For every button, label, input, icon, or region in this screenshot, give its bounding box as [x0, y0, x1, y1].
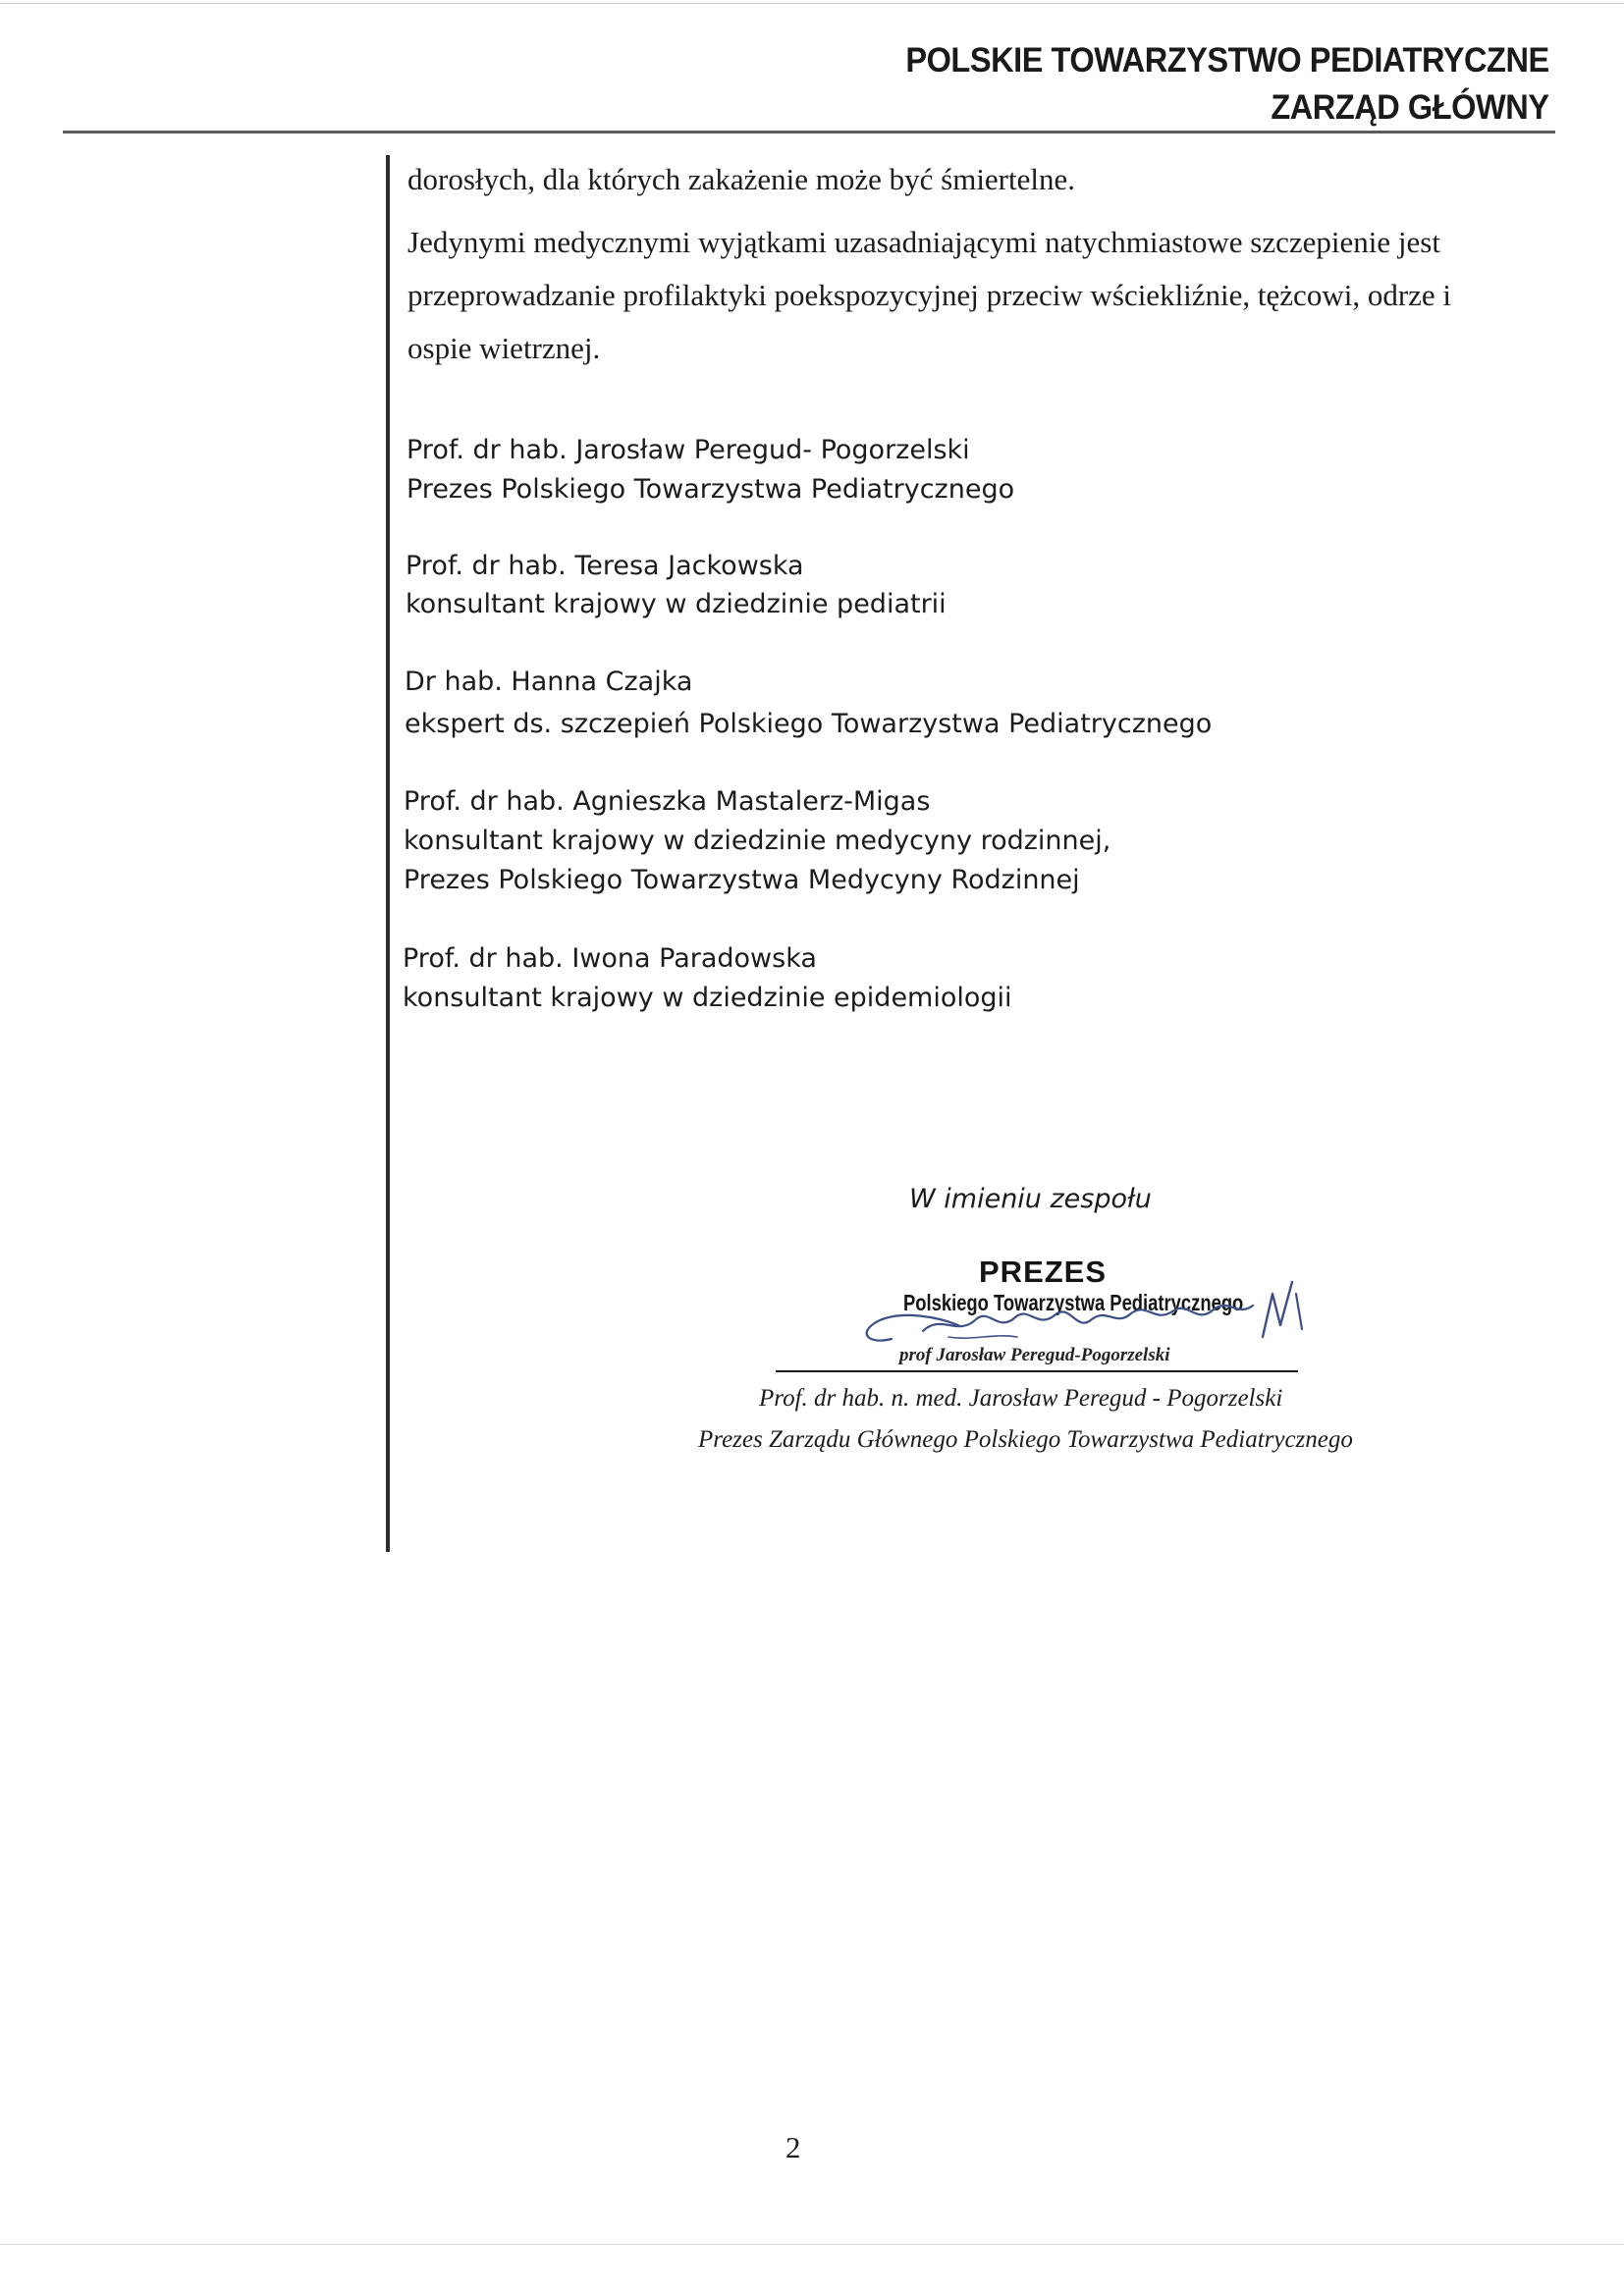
- body-line: dorosłych, dla których zakażenie może być śmiertelne.: [407, 162, 1076, 196]
- signatory-role: Prezes Polskiego Towarzystwa Pediatrycznego: [406, 474, 1015, 505]
- header-board-name: ZARZĄD GŁÓWNY: [1271, 88, 1549, 127]
- margin-rule: [386, 155, 390, 1552]
- signatory-role: konsultant krajowy w dziedzinie medycyny rodzinnej,: [404, 826, 1111, 856]
- signatory-name: Prof. dr hab. Jarosław Peregud- Pogorzelski: [406, 435, 970, 465]
- signatory-name: Prof. dr hab. Teresa Jackowska: [406, 551, 804, 581]
- signatory-name: Prof. dr hab. Agnieszka Mastalerz-Migas: [404, 786, 931, 817]
- header-rule: [63, 131, 1555, 133]
- header-organization-name: POLSKIE TOWARZYSTWO PEDIATRYCZNE: [905, 41, 1549, 80]
- signer-role: Prezes Zarządu Głównego Polskiego Towarzystwa Pediatrycznego: [698, 1426, 1353, 1453]
- signer-name: Prof. dr hab. n. med. Jarosław Peregud - Pogorzelski: [759, 1385, 1283, 1412]
- president-stamp: [776, 1255, 1326, 1392]
- signatory-role: ekspert ds. szczepień Polskiego Towarzystwa Pediatrycznego: [405, 709, 1213, 739]
- body-line: przeprowadzanie profilaktyki poekspozycyjnej przeciw wściekliźnie, tężcowi, odrze i: [407, 278, 1452, 312]
- page-bottom-edge: [0, 2244, 1624, 2245]
- stamp-name: prof Jarosław Peregud-Pogorzelski: [899, 1345, 1170, 1365]
- body-line: Jedynymi medycznymi wyjątkami uzasadniającymi natychmiastowe szczepienie jest: [407, 225, 1440, 259]
- body-line: ospie wietrznej.: [407, 331, 601, 365]
- stamp-organization: Polskiego Towarzystwa Pediatrycznego: [903, 1290, 1244, 1315]
- team-label: W imieniu zespołu: [909, 1184, 1152, 1214]
- signatory-role: konsultant krajowy w dziedzinie pediatrii: [406, 589, 947, 619]
- page-top-edge: [0, 3, 1624, 4]
- signatory-role: Prezes Polskiego Towarzystwa Medycyny Rodzinnej: [404, 865, 1080, 895]
- handwritten-signature: [776, 1255, 1326, 1392]
- page-number: 2: [785, 2130, 801, 2164]
- stamp-title: PREZES: [979, 1255, 1108, 1289]
- signatory-name: Prof. dr hab. Iwona Paradowska: [403, 943, 817, 974]
- signatory-role: konsultant krajowy w dziedzinie epidemiologii: [403, 983, 1012, 1013]
- signatory-name: Dr hab. Hanna Czajka: [405, 667, 693, 697]
